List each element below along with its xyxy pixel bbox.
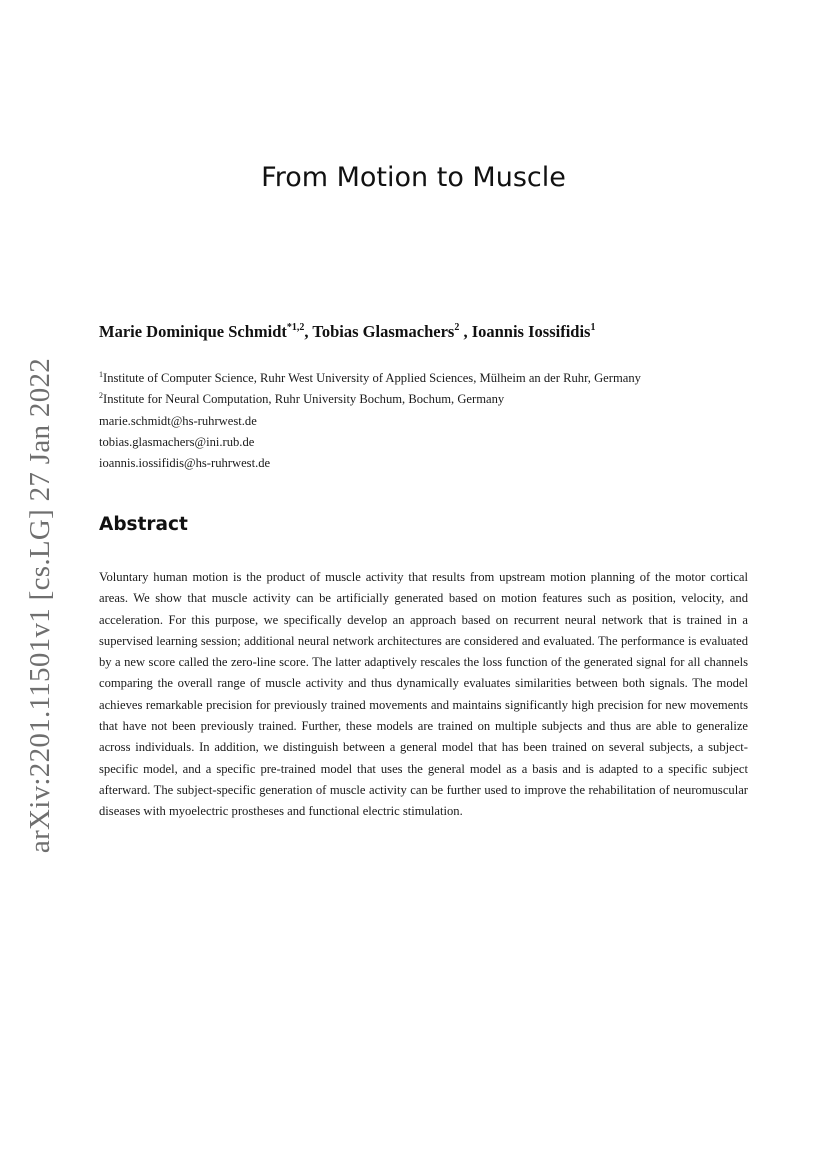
author-list [99, 322, 595, 342]
author-name: Tobias Glasmachers [312, 322, 455, 341]
affiliation-line [99, 389, 641, 410]
author-separator: , [459, 322, 472, 341]
affiliation-mark: 2 [99, 391, 103, 401]
author-affiliation-mark: 2 [454, 322, 460, 333]
abstract-heading: Abstract [99, 514, 188, 535]
author-affiliation-mark: 1 [590, 322, 596, 333]
arxiv-side-stamp [17, 357, 65, 853]
paper-title: From Motion to Muscle [261, 162, 566, 193]
email-address: ioannis.iossifidis@hs-ruhrwest.de [99, 456, 271, 471]
author-separator: , [304, 322, 313, 341]
affiliation-text: Institute of Computer Science, Ruhr West University of Applied Sciences, Mülheim an der Ruhr, Germany [103, 371, 641, 385]
author-name: Ioannis Iossifidis [471, 322, 591, 341]
affiliation-line [99, 368, 641, 389]
author-name: Marie Dominique Schmidt [99, 322, 287, 341]
abstract-body: Voluntary human motion is the product of muscle activity that results from upstream motion planning of the motor cortical areas. We show that muscle activity can be artificially generated based on motion features such as position, velocity, and acceleration. For this purpose, we specifically develop an approach based on recurrent neural network that is trained in a supervised learning session; additional neural network architectures are considered and evaluated. The performance is evaluated by a new score called the zero-line score. The latter adaptively rescales the loss function of the generated signal for all channels comparing the overall range of muscle activity and thus dynamically evaluates similarities between both signals. The model achieves remarkable precision for previously trained movements and maintains significantly high precision for new movements that have not been previously trained. Further, these models are trained on multiple subjects and thus are able to generalize across individuals. In addition, we distinguish between a general model that has been trained on several subjects, a subject-specific model, and a specific pre-trained model that uses the general model as a basis and is adapted to a specific subject afterward. The subject-specific generation of muscle activity can be further used to improve the rehabilitation of neuromuscular diseases with myoelectric prostheses and functional electric stimulation. [99, 570, 748, 819]
affiliations-block [99, 368, 641, 474]
arxiv-identifier: arXiv:2201.11501v1 [cs.LG] 27 Jan 2022 [24, 357, 57, 853]
email-address: marie.schmidt@hs-ruhrwest.de [99, 413, 257, 428]
author-affiliation-mark: *1,2 [286, 322, 305, 333]
affiliation-text: Institute for Neural Computation, Ruhr University Bochum, Bochum, Germany [103, 392, 505, 407]
email-address: tobias.glasmachers@ini.rub.de [99, 434, 255, 449]
affiliation-mark: 1 [99, 370, 103, 379]
